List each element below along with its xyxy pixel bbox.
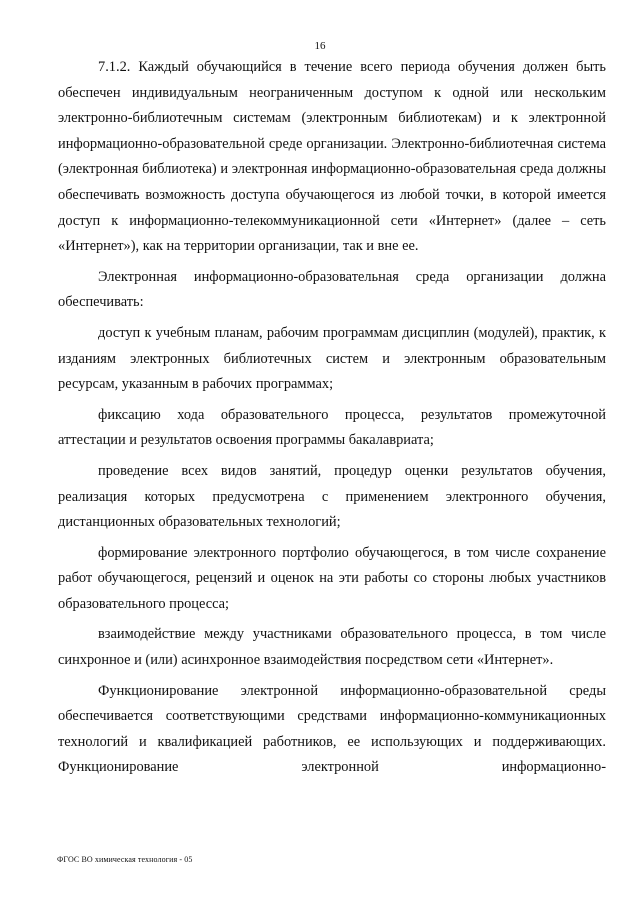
paragraph-environment-intro: Электронная информационно-образовательная среда организации должна обеспечивать: — [58, 268, 606, 311]
paragraph-access-curricula: доступ к учебным планам, рабочим программам дисциплин (модулей), практик, к изданиям электронных библиотечных систем и электронным образовательным ресурсам, указанным в рабочих программах; — [58, 324, 606, 393]
paragraph-portfolio: формирование электронного портфолио обучающегося, в том числе сохранение работ обучающегося, рецензий и оценок на эти работы со стороны любых участников образовательного процесса; — [58, 544, 606, 612]
paragraph-conducting-classes: проведение всех видов занятий, процедур оценки результатов обучения, реализация которых предусмотрена с применением электронного обучения, дистанционных образовательных технологий; — [58, 462, 606, 531]
page-number: 16 — [314, 40, 326, 52]
document-body — [58, 55, 606, 781]
paragraph-access-requirement: 7.1.2. Каждый обучающийся в течение всего периода обучения должен быть обеспечен индивидуальным неограниченным доступом к одной или нескольким электронно-библиотечным системам (электронным библиотекам) и к электронной информационно-образовательной среде организации. Электронно-библиотечная система (электронная библиотека) и электронная информационно-образовательная среда должны обеспечивать возможность доступа обучающегося из любой точки, в которой имеется доступ к информационно-телекоммуникационной сети «Интернет» (далее – сеть «Интернет»), как на территории организации, так и вне ее. — [58, 59, 606, 255]
paragraph-interaction: взаимодействие между участниками образовательного процесса, в том числе синхронное и (или) асинхронное взаимодействия посредством сети «Интернет». — [58, 626, 606, 669]
paragraph-functioning: Функционирование электронной информационно-образовательной среды обеспечивается соответствующими средствами информационно-коммуникационных технологий и квалификацией работников, ее использующих и поддерживающих. Функционирование электронной информационно- — [58, 682, 606, 776]
footer-note: ФГОС ВО химическая технология - 05 — [57, 855, 193, 864]
paragraph-recording-progress: фиксацию хода образовательного процесса, результатов промежуточной аттестации и результатов освоения программы бакалавриата; — [58, 406, 606, 449]
